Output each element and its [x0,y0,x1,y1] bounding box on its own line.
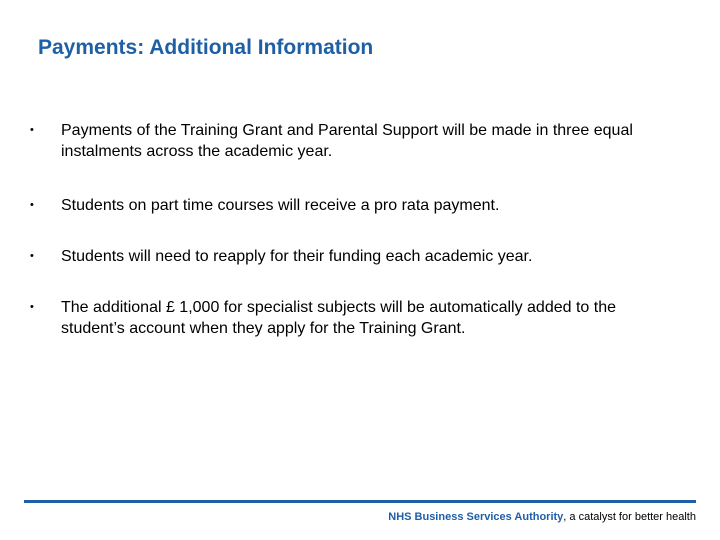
bullet-item [30,297,670,339]
bullet-list [30,120,670,339]
footer-tagline: a catalyst for better health [566,511,696,523]
bullet-icon: • [30,250,34,262]
footer-separator: , [563,511,567,523]
bullet-item [30,195,670,216]
footer-organization: NHS Business Services Authority [388,511,564,523]
bullet-icon: • [30,199,34,211]
slide-title: Payments: Additional Information [38,36,374,59]
bullet-text: The additional £ 1,000 for specialist subjects will be automatically added to the student’s account when they apply for the Training Grant. [61,299,616,337]
bullet-icon: • [30,124,34,136]
bullet-icon: • [30,301,34,313]
bullet-text: Students will need to reapply for their funding each academic year. [61,248,533,265]
bullet-text: Payments of the Training Grant and Parental Support will be made in three equal instalments across the academic year. [61,122,633,160]
bullet-item [30,120,670,162]
bullet-text: Students on part time courses will receive a pro rata payment. [61,197,500,214]
footer [388,511,696,523]
bullet-item [30,246,670,267]
footer-divider [24,500,696,503]
